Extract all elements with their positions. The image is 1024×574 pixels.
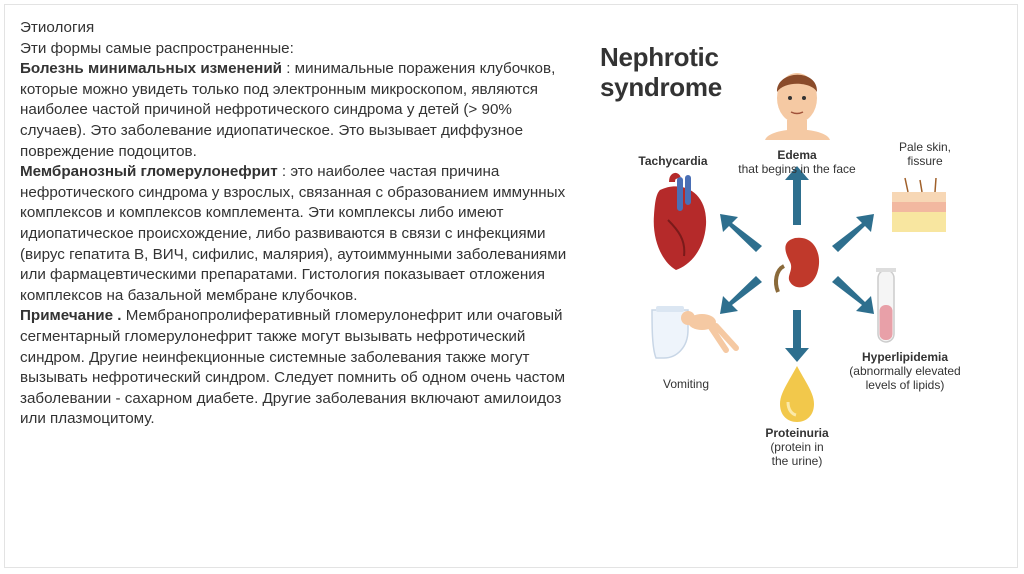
hyperlipidemia-line1: (abnormally elevated: [849, 364, 961, 378]
edema-label: [730, 148, 864, 176]
vomiting-label: [656, 377, 716, 391]
minimal-change-text: : минимальные поражения клубочков, которые можно увидеть только под электронным микроскопом, являются наиболее частой причиной нефротического синдрома у детей (> 90% случаев). Это заболевание идиопатическое. Это вызывает диффузное повреждение подоцитов.: [20, 60, 556, 160]
face-icon: [765, 73, 830, 140]
proteinuria-line2: the urine): [771, 454, 823, 468]
edema-desc: that begins in the face: [738, 162, 856, 176]
diagram-title-line2: syndrome: [600, 72, 722, 102]
pale-skin-line1: Pale skin,: [898, 140, 952, 154]
pale-skin-line2: fissure: [907, 154, 943, 168]
kidney-icon: [776, 238, 819, 292]
tachycardia-title: Tachycardia: [638, 154, 708, 168]
diagram-graphics: [590, 30, 1010, 470]
diagram-title-line1: Nephrotic: [600, 42, 719, 72]
membranous-paragraph: [20, 162, 580, 306]
proteinuria-title: Proteinuria: [765, 426, 829, 440]
membranous-term: Мембранозный гломерулонефрит: [20, 163, 278, 181]
proteinuria-label: [757, 426, 837, 468]
note-term: Примечание .: [20, 307, 122, 325]
arrow-up-left-icon: [720, 214, 762, 252]
arrow-down-icon: [785, 310, 809, 362]
proteinuria-line1: (protein in: [770, 440, 824, 454]
arrow-down-right-icon: [832, 276, 874, 314]
arrow-up-right-icon: [832, 214, 874, 252]
arrow-down-left-icon: [720, 276, 762, 314]
slide-text: [20, 18, 580, 430]
note-text: Мембранопролиферативный гломерулонефрит или очаговый сегментарный гломерулонефрит также могут вызывать нефротический синдром. Другие неинфекционные системные заболевания также могут вызывать нефротический синдром. Следует помнить об одном очень частом заболевании - сахарном диабете. Другие заболевания включают амилоидоз или плазмоцитому.: [20, 307, 566, 428]
hyperlipidemia-title: Hyperlipidemia: [861, 350, 949, 364]
minimal-change-term: Болезнь минимальных изменений: [20, 60, 282, 78]
vomiting-figure-icon: [652, 306, 736, 358]
edema-title: Edema: [777, 148, 817, 162]
tachycardia-label: [638, 154, 708, 168]
vomiting-title: Vomiting: [662, 377, 710, 391]
minimal-change-paragraph: [20, 59, 580, 162]
hyperlipidemia-label: [840, 350, 970, 392]
urine-drop-icon: [780, 366, 814, 422]
note-paragraph: [20, 306, 580, 430]
pale-skin-label: [890, 140, 960, 168]
test-tube-icon: [876, 268, 896, 342]
heart-icon: [654, 176, 706, 270]
membranous-text: : это наиболее частая причина нефротического синдрома у взрослых, связанная с образованием иммунных комплексов и комплексов комплемента. Эти комплексы либо имеют идиопатическое происхождение, либо развиваются в связи с инфекциями (вирус гепатита B, ВИЧ, сифилис, малярия), аутоиммунными заболеваниями или фармацевтическими препаратами. Гистология показывает отложения комплексов на базальной мембране клубочков.: [20, 163, 567, 304]
etiology-heading: Этиология: [20, 19, 95, 36]
hyperlipidemia-line2: levels of lipids): [865, 378, 945, 392]
nephrotic-syndrome-diagram: [590, 30, 1010, 470]
intro-line: Эти формы самые распространенные:: [20, 39, 294, 57]
skin-icon: [892, 178, 946, 232]
